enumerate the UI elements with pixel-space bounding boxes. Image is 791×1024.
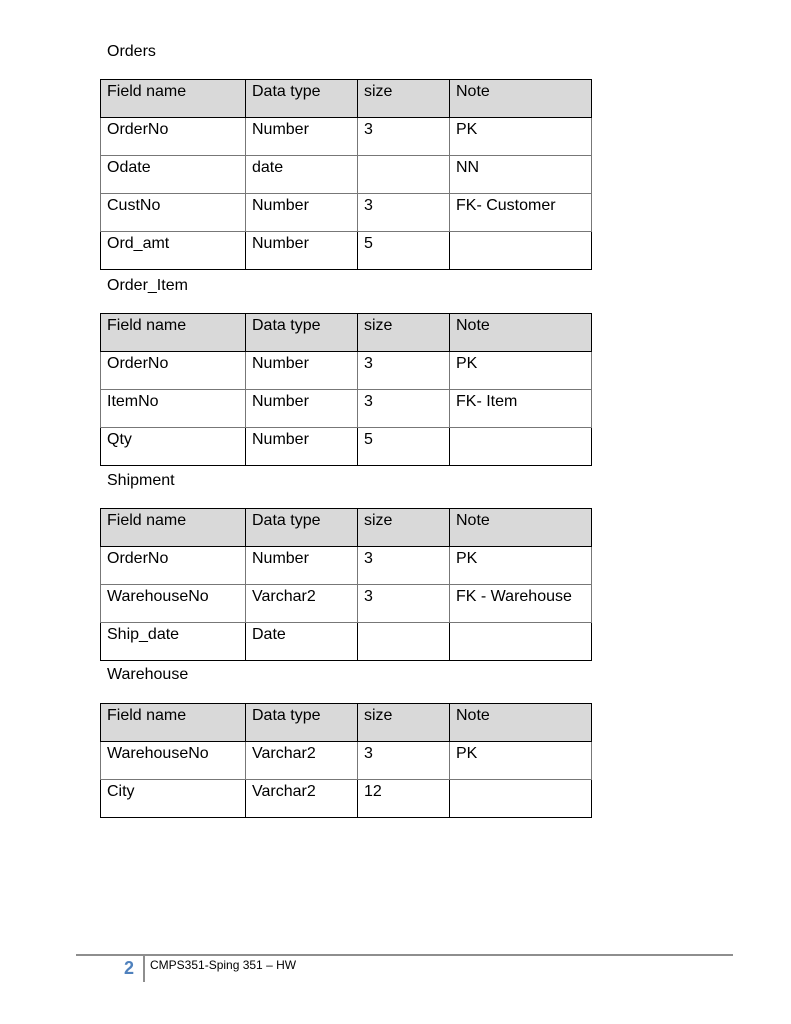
header-data-type: Data type [246,314,358,352]
cell-size: 3 [358,352,450,390]
header-size: size [358,704,450,742]
cell-size: 3 [358,194,450,232]
cell-size: 3 [358,390,450,428]
table-row [101,352,592,390]
cell-note: NN [450,156,592,194]
cell-note: FK- Item [450,390,592,428]
table-header-row [101,80,592,118]
table-orders [100,79,592,270]
cell-data-type: Number [246,390,358,428]
cell-note [450,623,592,661]
section-title-shipment: Shipment [107,472,175,489]
cell-size [358,623,450,661]
cell-note: FK- Customer [450,194,592,232]
cell-field-name: ItemNo [101,390,246,428]
section-title-warehouse: Warehouse [107,666,189,683]
header-field-name: Field name [101,509,246,547]
table-header-row [101,509,592,547]
header-note: Note [450,704,592,742]
cell-data-type: Number [246,118,358,156]
cell-data-type: Varchar2 [246,742,358,780]
cell-field-name: Ord_amt [101,232,246,270]
header-note: Note [450,314,592,352]
header-size: size [358,80,450,118]
header-size: size [358,314,450,352]
header-field-name: Field name [101,314,246,352]
cell-size: 3 [358,547,450,585]
cell-note: PK [450,547,592,585]
table-order-item [100,313,592,466]
cell-data-type: date [246,156,358,194]
table-row [101,232,592,270]
cell-field-name: OrderNo [101,118,246,156]
table-header-row [101,314,592,352]
cell-field-name: WarehouseNo [101,742,246,780]
cell-field-name: OrderNo [101,547,246,585]
table-row [101,156,592,194]
table-warehouse [100,703,592,818]
cell-size: 3 [358,118,450,156]
header-field-name: Field name [101,704,246,742]
cell-field-name: Odate [101,156,246,194]
cell-size: 3 [358,585,450,623]
cell-size: 12 [358,780,450,818]
table-row [101,118,592,156]
cell-field-name: Qty [101,428,246,466]
cell-data-type: Varchar2 [246,780,358,818]
header-data-type: Data type [246,509,358,547]
cell-size: 3 [358,742,450,780]
cell-size: 5 [358,428,450,466]
cell-data-type: Date [246,623,358,661]
cell-data-type: Number [246,547,358,585]
table-header-row [101,704,592,742]
cell-data-type: Varchar2 [246,585,358,623]
cell-field-name: CustNo [101,194,246,232]
cell-field-name: Ship_date [101,623,246,661]
cell-note: PK [450,352,592,390]
cell-note [450,428,592,466]
footer-divider [143,956,145,982]
footer-text: CMPS351-Sping 351 – HW [150,958,297,972]
cell-data-type: Number [246,352,358,390]
header-size: size [358,509,450,547]
table-row [101,585,592,623]
header-field-name: Field name [101,80,246,118]
table-row [101,780,592,818]
section-title-order-item: Order_Item [107,277,188,294]
table-shipment [100,508,592,661]
cell-data-type: Number [246,194,358,232]
cell-note: FK - Warehouse [450,585,592,623]
cell-data-type: Number [246,232,358,270]
table-row [101,428,592,466]
page-number: 2 [124,958,135,978]
header-note: Note [450,80,592,118]
table-row [101,390,592,428]
cell-note [450,780,592,818]
header-note: Note [450,509,592,547]
table-row [101,194,592,232]
cell-field-name: OrderNo [101,352,246,390]
header-data-type: Data type [246,80,358,118]
cell-note: PK [450,742,592,780]
section-title-orders: Orders [107,43,156,60]
table-row [101,742,592,780]
cell-field-name: WarehouseNo [101,585,246,623]
cell-data-type: Number [246,428,358,466]
cell-size [358,156,450,194]
table-row [101,547,592,585]
header-data-type: Data type [246,704,358,742]
cell-size: 5 [358,232,450,270]
cell-note: PK [450,118,592,156]
cell-note [450,232,592,270]
cell-field-name: City [101,780,246,818]
table-row [101,623,592,661]
footer-rule [76,954,733,956]
